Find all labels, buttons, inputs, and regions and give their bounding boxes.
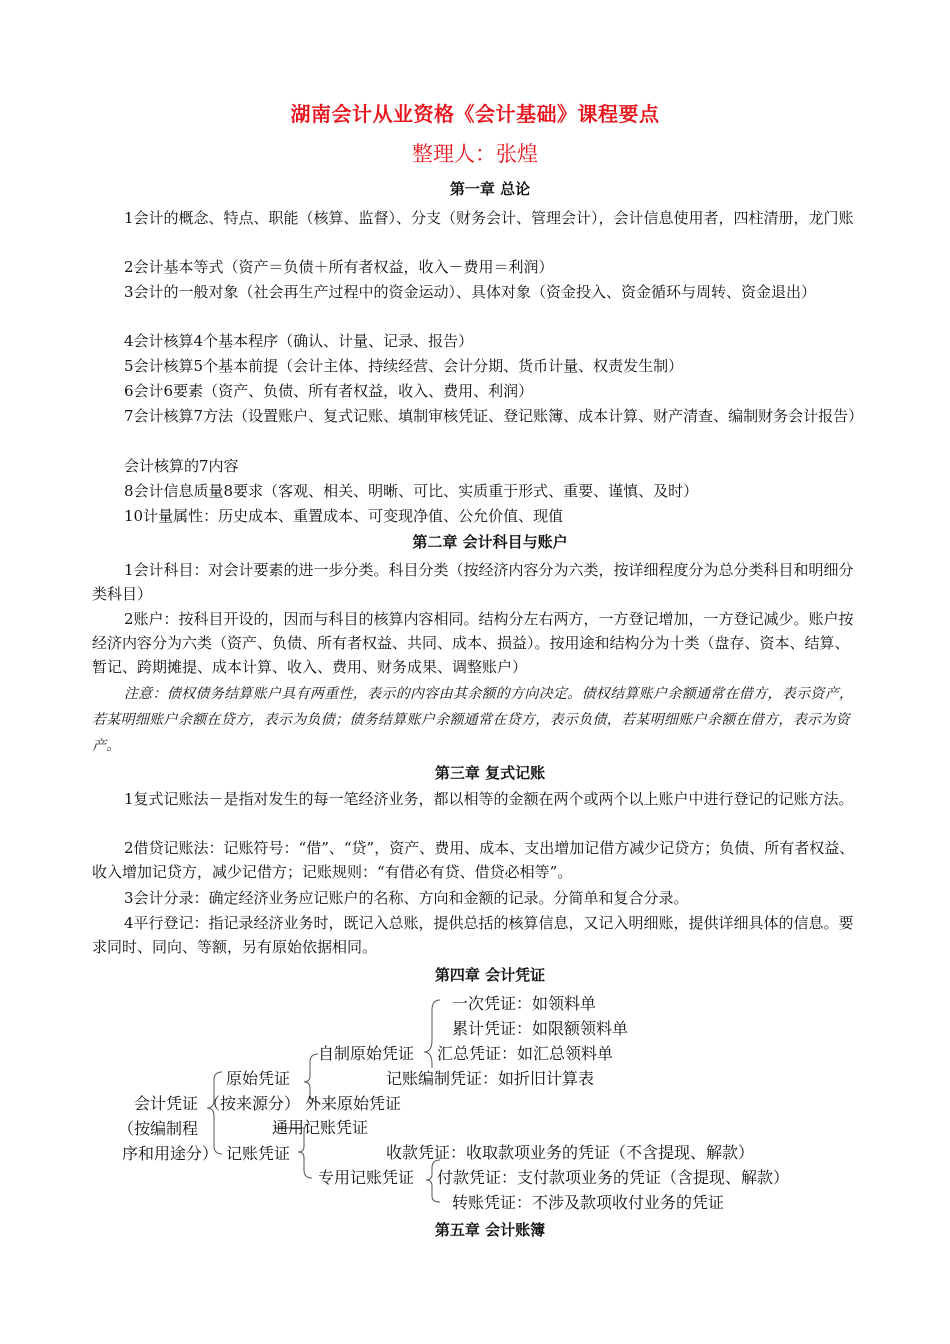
chapter-1-heading: 第一章 总论 — [449, 180, 531, 198]
ch1-item: 6会计6要素（资产、负债、所有者权益，收入、费用、利润） — [124, 382, 534, 400]
tree-leaf: 一次凭证：如领料单 — [452, 994, 597, 1013]
ch3-item: 2借贷记账法：记账符号：“借”、“贷”，资产、费用、成本、支出增加记借方减少记贷方；负债、所有者权益、收入增加记贷方，减少记借方；记账规则：“有借必有贷、借贷必相等”。 — [92, 839, 855, 881]
ch1-item: 1会计的概念、特点、职能（核算、监督）、分支（财务会计、管理会计），会计信息使用者，四柱清册，龙门账 — [124, 209, 854, 227]
ch1-item: 8会计信息质量8要求（客观、相关、明晰、可比、实质重于形式、重要、谨慎、及时） — [124, 482, 699, 500]
ch2-item: 2账户：按科目开设的，因而与科目的核算内容相同。结构分左右两方，一方登记增加，一方登记减少。账户按经济内容分为六类（资产、负债、所有者权益、共同、成本、损益）。按用途和结构分为十类（盘存、资本、结算、暂记、跨期摊提、成本计算、收入、费用、财务成果、调整账户） — [92, 610, 854, 676]
tree-node-special: 专用记账凭证 — [318, 1168, 415, 1187]
ch1-item: 10计量属性：历史成本、重置成本、可变现净值、公允价值、现值 — [124, 507, 564, 525]
tree-leaf: 汇总凭证：如汇总领料单 — [437, 1044, 614, 1063]
ch3-item: 1复式记账法－是指对发生的每一笔经济业务，都以相等的金额在两个或两个以上账户中进行登记的记账方法。 — [124, 790, 854, 808]
tree-leaf: 收款凭证：收取款项业务的凭证（不含提现、解款） — [386, 1143, 755, 1162]
tree-node-bookkeeping-voucher: 记账凭证 — [226, 1144, 291, 1163]
tree-leaf: 付款凭证：支付款项业务的凭证（含提现、解款） — [437, 1168, 790, 1187]
tree-node-external: 外来原始凭证 — [305, 1094, 402, 1113]
chapter-4-heading: 第四章 会计凭证 — [434, 966, 546, 984]
ch2-note: 注意：债权债务结算账户具有两重性，表示的内容由其余额的方向决定。债权结算账户余额通常在借方，表示资产，若某明细账户余额在贷方，表示为负债；债务结算账户余额通常在贷方，表示负债，若某明细账户余额在借方，表示为资产。 — [92, 686, 854, 754]
tree-node-original-voucher: 原始凭证 — [226, 1069, 291, 1088]
ch1-item: 2会计基本等式（资产＝负债＋所有者权益，收入－费用＝利润） — [124, 258, 554, 276]
tree-node-general: 通用记账凭证 — [272, 1118, 369, 1137]
chapter-2-heading: 第二章 会计科目与账户 — [412, 533, 568, 551]
tree-leaf: 转账凭证：不涉及款项收付业务的凭证 — [452, 1193, 725, 1212]
tree-node-original-voucher-note: （按来源分） — [204, 1094, 301, 1113]
ch3-item: 3会计分录：确定经济业务应记账户的名称、方向和金额的记录。分简单和复合分录。 — [124, 889, 689, 907]
ch1-item: 3会计的一般对象（社会再生产过程中的资金运动）、具体对象（资金投入、资金循环与周转、资金退出） — [124, 283, 817, 301]
chapter-3-heading: 第三章 复式记账 — [434, 764, 546, 782]
document-author: 整理人：张煌 — [412, 142, 538, 166]
chapter-5-heading: 第五章 会计账簿 — [434, 1221, 546, 1239]
ch1-item: 7会计核算7方法（设置账户、复式记账、填制审核凭证、登记账簿、成本计算、财产清查、编制财务会计报告） — [124, 407, 864, 425]
tree-root-label: 会计凭证 — [134, 1094, 199, 1113]
ch1-item: 5会计核算5个基本前提（会计主体、持续经营、会计分期、货币计量、权责发生制） — [124, 357, 684, 375]
ch1-item: 会计核算的7内容 — [124, 457, 239, 475]
tree-leaf: 记账编制凭证：如折旧计算表 — [386, 1069, 595, 1088]
document-title: 湖南会计从业资格《会计基础》课程要点 — [290, 102, 660, 126]
tree-root-label: （按编制程 — [118, 1119, 199, 1138]
tree-leaf: 累计凭证：如限额领料单 — [452, 1019, 629, 1038]
tree-node-self-made: 自制原始凭证 — [318, 1044, 415, 1063]
ch2-item: 1会计科目：对会计要素的进一步分类。科目分类（按经济内容分为六类，按详细程度分为总分类科目和明细分类科目） — [92, 561, 854, 603]
ch3-item: 4平行登记：指记录经济业务时，既记入总账，提供总括的核算信息，又记入明细账，提供详细具体的信息。要求同时、同向、等额，另有原始依据相同。 — [92, 914, 854, 956]
tree-root-label: 序和用途分） — [122, 1144, 219, 1163]
ch1-item: 4会计核算4个基本程序（确认、计量、记录、报告） — [124, 332, 474, 350]
